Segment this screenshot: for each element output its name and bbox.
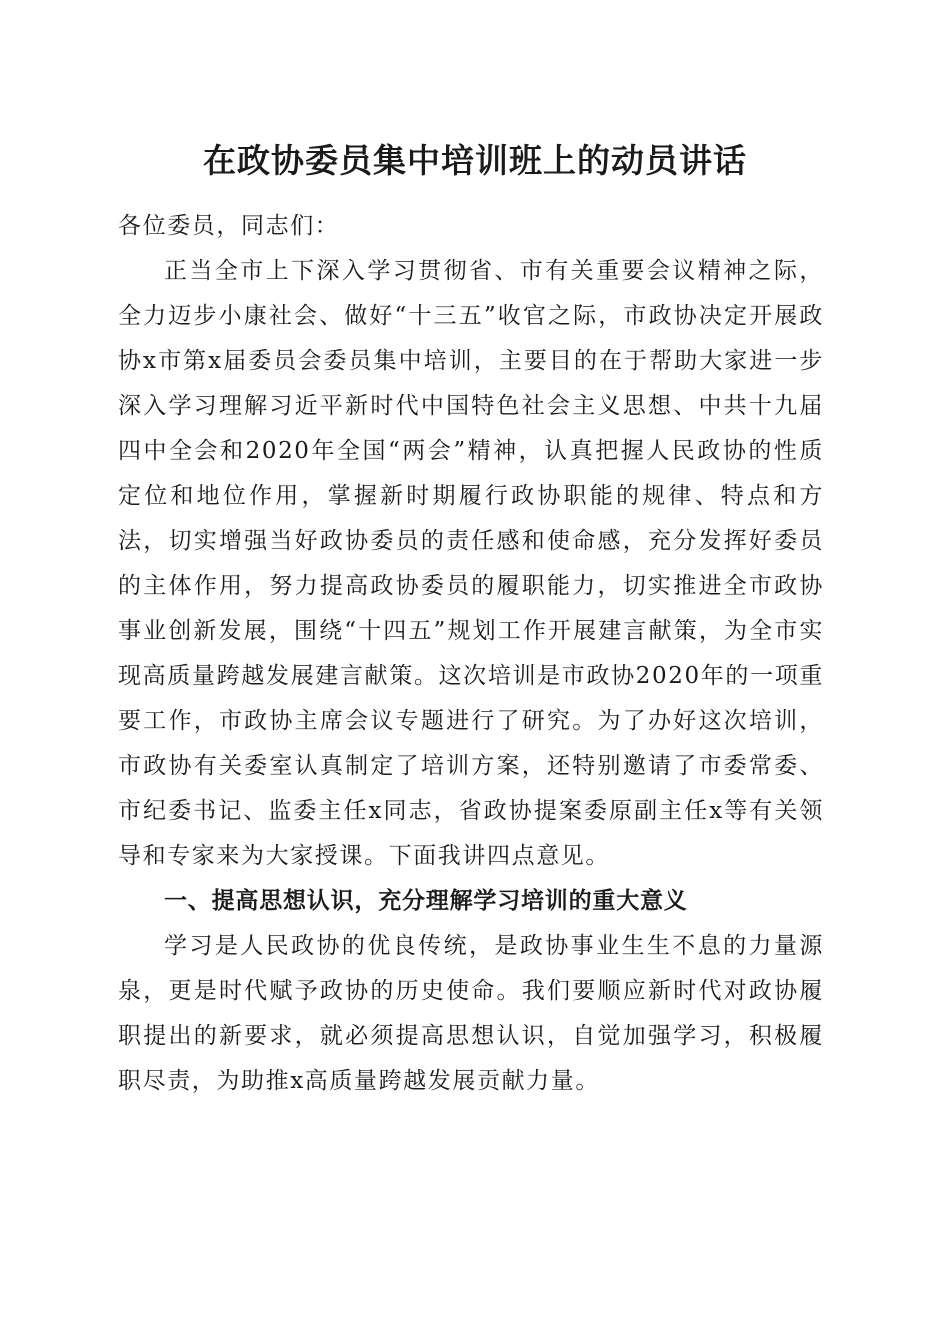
paragraph-section-1: 学习是人民政协的优良传统，是政协事业生生不息的力量源泉，更是时代赋予政协的历史使命。我们要顺应新时代对政协履职提出的新要求，就必须提高思想认识，自觉加强学习，积极履职尽责，为助推x高质量跨越发展贡献力量。 <box>118 933 824 1094</box>
salutation: 各位委员，同志们： <box>118 213 340 239</box>
paragraph-opening: 正当全市上下深入学习贯彻省、市有关重要会议精神之际，全力迈步小康社会、做好“十三五”收官之际，市政协决定开展政协x市第x届委员会委员集中培训，主要目的在于帮助大家进一步深入学习理解习近平新时代中国特色社会主义思想、中共十九届四中全会和2020年全国“两会”精神，认真把握人民政协的性质定位和地位作用，掌握新时期履行政协职能的规律、特点和方法，切实增强当好政协委员的责任感和使命感，充分发挥好委员的主体作用，努力提高政协委员的履职能力，切实推进全市政协事业创新发展，围绕“十四五”规划工作开展建言献策，为全市实现高质量跨越发展建言献策。这次培训是市政协2020年的一项重要工作，市政协主席会议专题进行了研究。为了办好这次培训，市政协有关委室认真制定了培训方案，还特别邀请了市委常委、市纪委书记、监委主任x同志，省政协提案委原副主任x等有关领导和专家来为大家授课。下面我讲四点意见。 <box>118 258 824 869</box>
document-body <box>118 204 824 1104</box>
section-heading: 一、提高思想认识，充分理解学习培训的重大意义 <box>164 888 688 914</box>
document-title: 在政协委员集中培训班上的动员讲话 <box>203 141 747 180</box>
